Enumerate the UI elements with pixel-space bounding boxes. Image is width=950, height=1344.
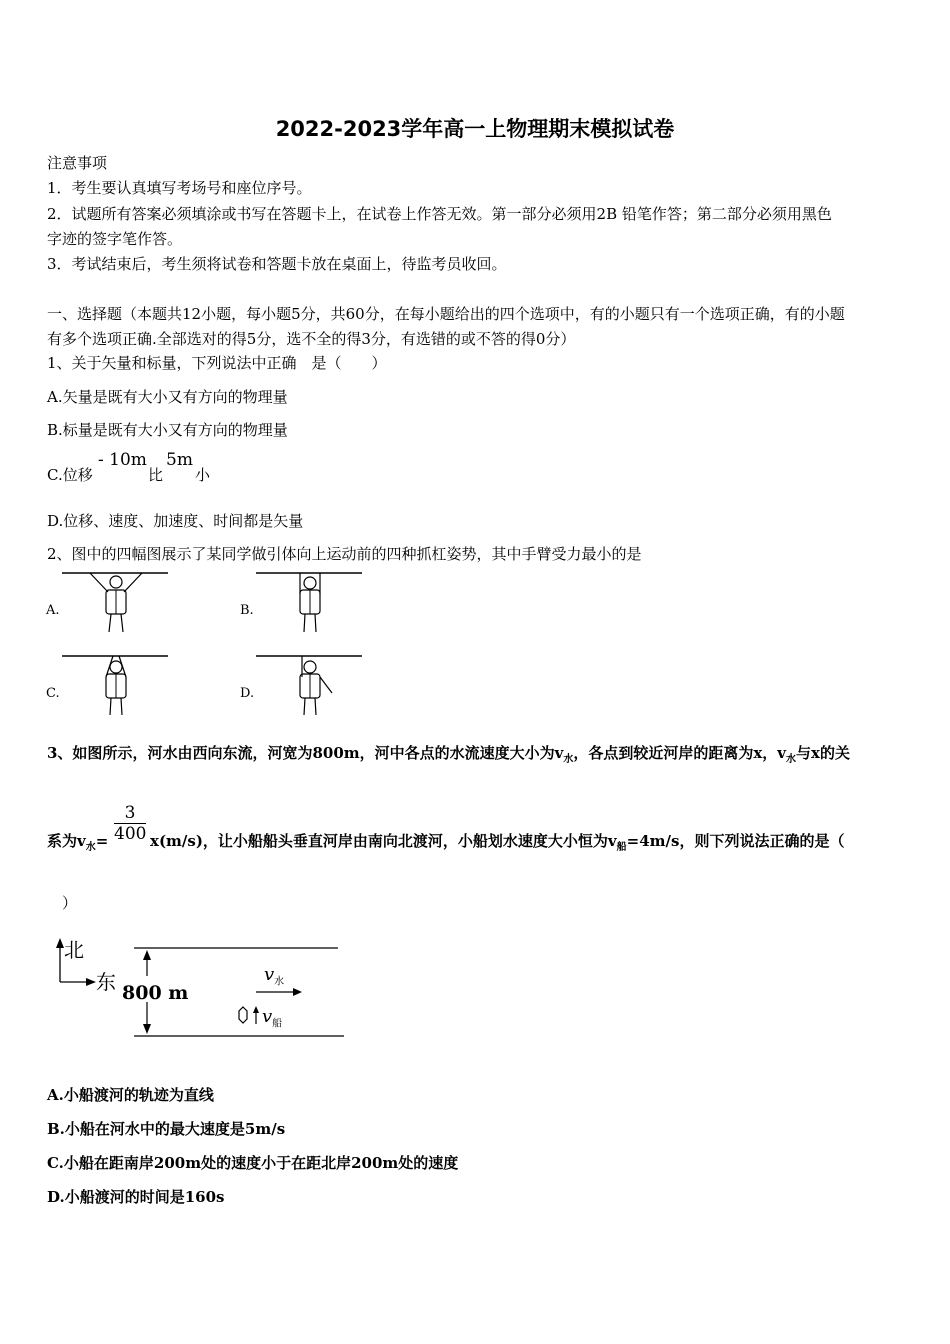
q2-figure-c <box>62 653 172 719</box>
q1-option-c-post: 小 <box>195 466 211 484</box>
q1-option-b: B.标量是既有大小又有方向的物理量 <box>47 421 288 439</box>
q3-river-figure <box>50 930 350 1045</box>
q3-compass-north: 北 <box>64 938 84 962</box>
q3-stem-line1: 3、如图所示，河水由西向东流，河宽为800m，河中各点的水流速度大小为$v_水$，各点到较近河岸的距离为x，$v_水$与x的关 <box>47 744 850 765</box>
q3-label-v-boat: $v_船$ <box>262 1006 283 1030</box>
q3-option-b: B.小船在河水中的最大速度是5m/s <box>47 1120 286 1138</box>
q2-stem: 2、图中的四幅图展示了某同学做引体向上运动前的四种抓杠姿势，其中手臂受力最小的是 <box>47 545 642 563</box>
q3-stem-line2-pre: 系为$v_水=$ <box>47 832 109 853</box>
q3-label-v-water: $v_水$ <box>264 964 285 988</box>
notice-line: 3．考试结束后，考生须将试卷和答题卡放在桌面上，待监考员收回。 <box>47 255 507 273</box>
q3-river-width: 800 m <box>122 982 189 1004</box>
q1-value-5m: 5m <box>166 450 193 470</box>
q2-figure-a <box>62 570 172 636</box>
q3-option-d: D.小船渡河的时间是160s <box>47 1188 225 1206</box>
q3-option-a: A.小船渡河的轨迹为直线 <box>47 1086 214 1104</box>
q2-figure-b <box>256 570 366 636</box>
q3-option-c: C.小船在距南岸200m处的速度小于在距北岸200m处的速度 <box>47 1154 459 1172</box>
q1-stem: 1、关于矢量和标量，下列说法中正确 是（ ） <box>47 354 387 372</box>
q2-option-d: D. <box>240 686 255 701</box>
section-heading: 一、选择题（本题共12小题，每小题5分，共60分，在每小题给出的四个选项中，有的小题只有一个选项正确，有的小题 <box>47 305 845 323</box>
q1-option-c-mid: 比 <box>148 466 164 484</box>
section-heading-cont: 有多个选项正确.全部选对的得5分，选不全的得3分，有选错的或不答的得0分） <box>47 330 576 348</box>
q2-option-b: B. <box>240 603 254 618</box>
q3-stem-close: ） <box>62 894 78 912</box>
q3-frac-denominator: 400 <box>114 824 147 844</box>
q3-frac-numerator: 3 <box>124 803 136 823</box>
notice-line: 1．考生要认真填写考场号和座位序号。 <box>47 179 312 197</box>
q3-fraction <box>114 803 146 844</box>
q3-stem-line2-post: x(m/s)，让小船船头垂直河岸由南向北渡河，小船划水速度大小恒为$v_船=4m/s$，则下列说法正确的是（ <box>150 832 845 853</box>
q1-option-d: D.位移、速度、加速度、时间都是矢量 <box>47 512 304 530</box>
notice-heading: 注意事项 <box>47 154 108 172</box>
q1-option-c-pre: C.位移 <box>47 466 93 484</box>
notice-line: 2．试题所有答案必须填涂或书写在答题卡上，在试卷上作答无效。第一部分必须用2B 铅笔作答；第二部分必须用黑色 <box>47 205 832 223</box>
q2-option-c: C. <box>46 686 60 701</box>
q1-value-neg10m: - 10m <box>98 450 147 470</box>
notice-line: 字迹的签字笔作答。 <box>47 230 183 248</box>
q2-option-a: A. <box>46 603 60 618</box>
q2-figure-d <box>256 653 366 719</box>
q3-compass-east: 东 <box>96 970 116 994</box>
q1-option-a: A.矢量是既有大小又有方向的物理量 <box>47 388 288 406</box>
page-title: 2022-2023学年高一上物理期末模拟试卷 <box>275 117 675 141</box>
